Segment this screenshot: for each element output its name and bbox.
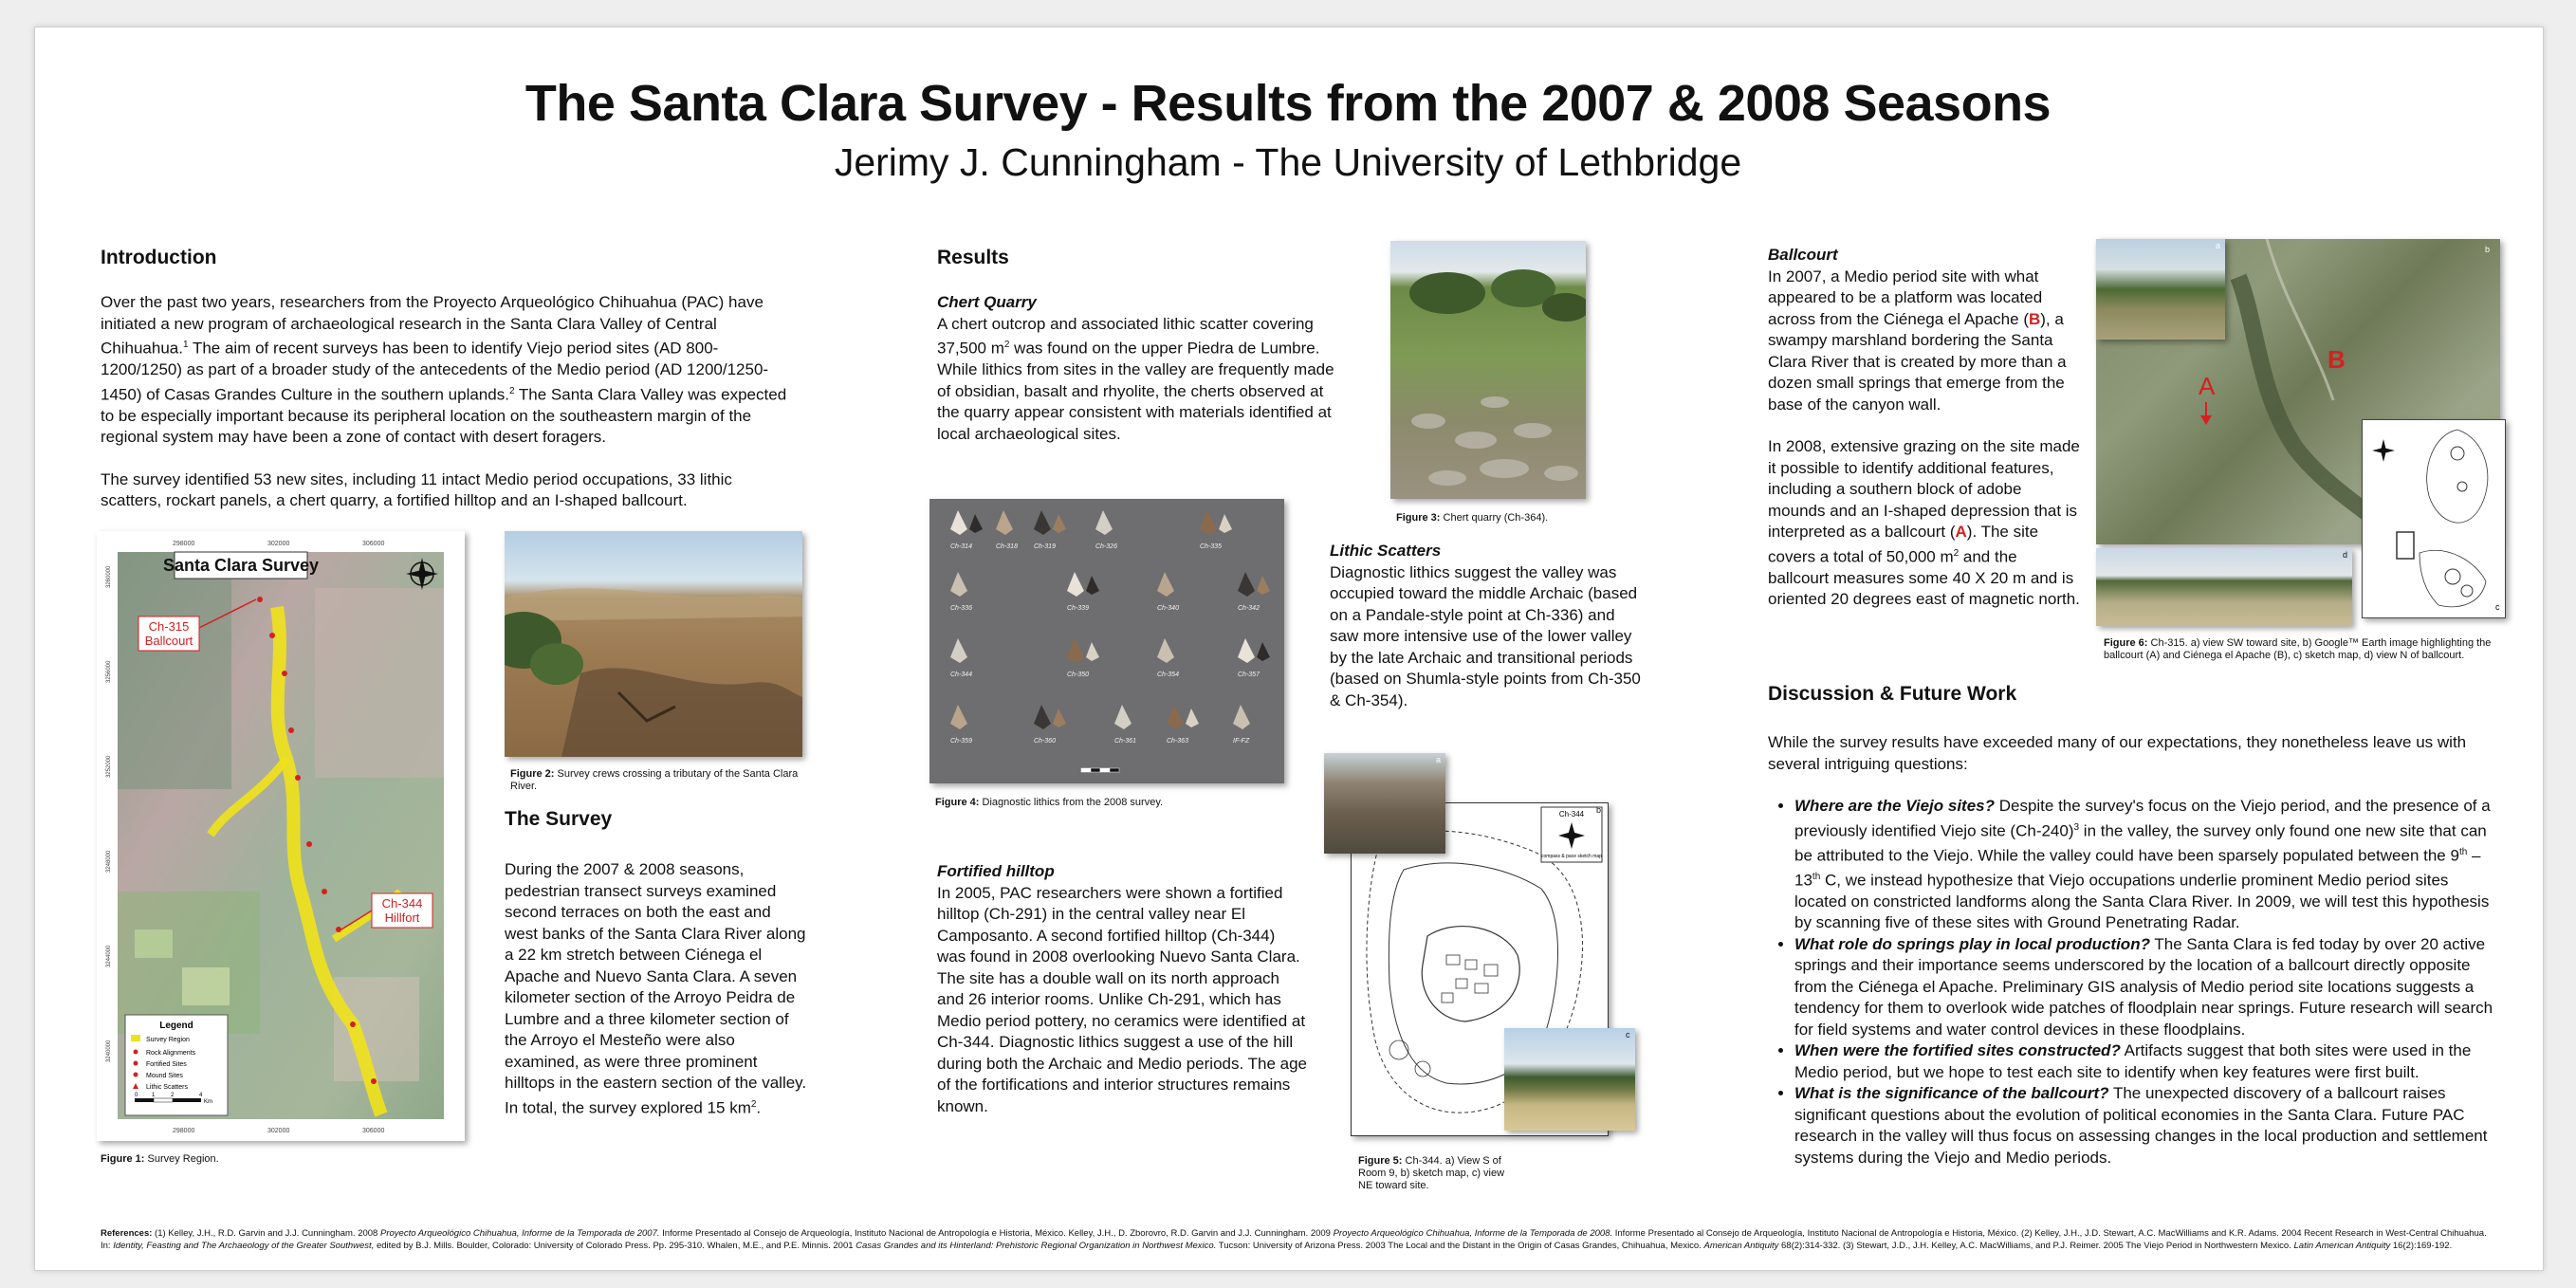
- lithic-label: Ch-342: [1238, 605, 1260, 612]
- figure-1-caption: [101, 1153, 385, 1166]
- poster-title: The Santa Clara Survey - Results from the 2007 & 2008 Seasons: [524, 75, 2052, 132]
- satellite-label-a: A: [2199, 372, 2216, 400]
- question-1-text-b: in the valley, the survey only found one new site that can be attributed to the Viejo. While the valley could have been sparsely populated between the 9: [1794, 821, 2487, 865]
- left-tick-1: 3260000: [106, 565, 112, 588]
- lithic-scatters-heading: Lithic Scatters: [1330, 542, 1442, 560]
- figure-6-caption: [2104, 637, 2493, 662]
- survey-heading: The Survey: [505, 808, 613, 830]
- lithics-grid: [929, 499, 1284, 783]
- figure-6-caption-text: Ch-315. a) view SW toward site, b) Google™ Earth image highlighting the ballcourt (A) and Ciénega el Apache (B), c) sketch map, d) view N of ballcourt.: [2104, 637, 2492, 661]
- legend-item-lithic-scatters: Lithic Scatters: [146, 1084, 188, 1091]
- figure-4-lithics-photo: [929, 499, 1284, 783]
- ballcourt-text-b: ), a swampy marshland bordering the Santa Clara River that is created by more than a dozen small springs that emerge from the base of the canyon wall.: [1768, 309, 2067, 414]
- references: [101, 1227, 2491, 1252]
- introduction-section: [101, 247, 783, 269]
- reference-title-3: Identity, Feasting and The Archaeology of the Greater Southwest,: [113, 1241, 375, 1251]
- question-1-text-c: – 13: [1794, 846, 2481, 890]
- lithic-specimen: [1067, 572, 1099, 612]
- introduction-paragraph-2: The survey identified 53 new sites, including 11 intact Medio period occupations, 33 lithic scatters, rockart panels, a chert quarry, a fortified hilltop and an I-shaped ballcourt.: [101, 469, 732, 510]
- sketch-map-note: compass & pace sketch map: [1541, 854, 1602, 859]
- question-1-text-a: Despite the survey's focus on the Viejo period, and the presence of a previously identified Viejo site (Ch-240): [1794, 797, 2491, 840]
- lithic-label: Ch-357: [1238, 672, 1260, 678]
- survey-region-map: [97, 531, 465, 1141]
- lithic-specimen: [1238, 572, 1270, 612]
- fortified-hilltop-section: [937, 861, 1307, 1117]
- figure-6-label-b: b: [2485, 245, 2491, 254]
- lithic-scatters-section: [1330, 541, 1643, 711]
- figure-2-photo: [505, 531, 802, 757]
- figure-1-map: [97, 531, 465, 1141]
- figure-5-caption: [1358, 1155, 1510, 1192]
- lithic-label: Ch-339: [1067, 605, 1089, 612]
- top-tick-3: 306000: [362, 541, 385, 547]
- chert-quarry-text: [937, 314, 1335, 446]
- discussion-heading: Discussion & Future Work: [1768, 683, 2017, 705]
- ballcourt-heading: Ballcourt: [1768, 246, 1838, 264]
- survey-crew-photo-image: [505, 531, 802, 757]
- figure-1-label: Figure 1:: [101, 1153, 145, 1165]
- survey-paragraph: During the 2007 & 2008 seasons, pedestrian transect surveys examined second terraces on both the east and west banks of the Santa Clara River along a 22 km stretch between Ciénega el Apache and Nuevo Santa Clara. A seven kilometer section of the Arroyo Peidra de Lumbre and a three kilometer section of the Arroyo el Mesteño were also examined, as were three prominent hilltops in the eastern section of the valley. In total, the survey explored 15 km: [505, 860, 807, 1117]
- poster-subtitle: Jerimy J. Cunningham - The University of Lethbridge: [834, 140, 1742, 184]
- lithic-label: Ch-335: [1200, 543, 1222, 550]
- lithic-specimen: [1238, 638, 1270, 678]
- lithic-label: Ch-318: [996, 543, 1018, 550]
- chert-text-a: A chert outcrop and associated lithic scatter covering 37,500 m: [937, 314, 1314, 358]
- chert-text-b: was found on the upper Piedra de Lumbre. While lithics from sites in the valley are frequently made of obsidian, basalt and rhyolite, the cherts observed at the quarry appear consistent with materials identified at local archaeological sites.: [937, 339, 1334, 443]
- chert-quarry-section: [937, 292, 1335, 445]
- ballcourt-marker-b: B: [2028, 309, 2041, 328]
- lithic-label: IF-FZ: [1233, 738, 1250, 745]
- lithic-label: Ch-359: [950, 738, 972, 745]
- question-4-text: The unexpected discovery of a ballcourt raises significant questions about the evolution of political economies in the Santa Clara. Future PAC research in the valley will thus focus on assessing changes in the local production and settlement systems during the Viejo and Medio periods.: [1794, 1084, 2488, 1167]
- left-tick-6: 3240000: [106, 1040, 112, 1062]
- figure-6-label-a: a: [2216, 241, 2221, 250]
- reference-title-6: Latin American Antiquity: [2293, 1241, 2391, 1251]
- ballcourt-marker-a: A: [1955, 523, 1967, 541]
- figure-3-caption: [1396, 512, 1605, 524]
- discussion-text: [1768, 732, 2498, 1168]
- question-2-heading: What role do springs play in local production?: [1794, 934, 2150, 953]
- reference-text-4: edited by B.J. Mills. Boulder, Colorado: University of Colorado Press. Pp. 295-310. Whalen, M.E., and P.E. Minnis. 2001: [374, 1241, 856, 1251]
- fortified-hilltop-heading: Fortified hilltop: [937, 862, 1055, 880]
- figure-4-label: Figure 4:: [935, 797, 980, 808]
- map-label-hillfort: Hillfort: [384, 911, 420, 925]
- scale-bar-icon: [1081, 768, 1119, 772]
- bottom-tick-2: 302000: [267, 1128, 290, 1134]
- lithic-specimen: [1114, 705, 1136, 745]
- figure-5-label-c: c: [1626, 1030, 1630, 1040]
- figure-6-label: Figure 6:: [2104, 637, 2148, 649]
- lithic-label: Ch-363: [1167, 738, 1188, 745]
- question-3: [1794, 1040, 2498, 1083]
- compass-icon: [2372, 439, 2395, 462]
- lithic-scatters-text: Diagnostic lithics suggest the valley was occupied toward the middle Archaic (based on a Pandale-style point at Ch-336) and saw more intensive use of the lower valley by the late Archaic and transitional periods (based on Shumla-style points from Ch-350 & Ch-354).: [1330, 562, 1641, 709]
- question-3-heading: When were the fortified sites constructed?: [1794, 1041, 2121, 1060]
- question-1-ordinal-b: th: [1812, 871, 1821, 882]
- figure-5-photo-c: [1504, 1028, 1635, 1131]
- lithic-label: Ch-361: [1114, 738, 1136, 745]
- introduction-text: [101, 292, 793, 533]
- ballcourt-paragraph-1: [1768, 267, 2081, 416]
- figure-3-photo: [1390, 241, 1586, 499]
- figure-3-label: Figure 3:: [1396, 512, 1441, 524]
- reference-text-3: Informe Presentado al Consejo de Arqueología, Instituto Nacional de Antropología e Historia, México. (2) Kelley, J.H., J.D. Stewart, A.C. MacWilliams and K.R. Adams. 2004 Recent Research in West-Central Chihuahua. In:: [101, 1228, 2487, 1251]
- map-label-ballcourt: Ballcourt: [144, 634, 193, 648]
- left-tick-5: 3244000: [106, 945, 112, 967]
- chert-quarry-photo-image: [1390, 241, 1586, 499]
- figure-5-label-b: b: [1596, 805, 1602, 815]
- survey-section: [505, 808, 808, 831]
- lithic-specimen: [1034, 510, 1066, 550]
- ch315-sketch-map: [2363, 420, 2505, 617]
- figure-2-caption: [510, 768, 814, 793]
- figure-5-caption-text: Ch-344. a) View S of Room 9, b) sketch map, c) view NE toward site.: [1358, 1155, 1505, 1191]
- discussion-questions-list: [1768, 796, 2498, 1168]
- lithic-specimen: [950, 572, 972, 612]
- reference-text-1: (1) Kelley, J.H., R.D. Garvin and J.J. Cunningham. 2008: [152, 1228, 380, 1239]
- figure-6-label-c: c: [2495, 602, 2500, 612]
- figure-6-label-d: d: [2343, 550, 2348, 560]
- question-1: [1794, 796, 2498, 934]
- map-legend: [125, 1015, 228, 1115]
- map-title: Santa Clara Survey: [162, 556, 320, 575]
- bottom-tick-3: 306000: [362, 1128, 385, 1134]
- lithic-label: Ch-336: [950, 605, 972, 612]
- satellite-label-b: B: [2328, 345, 2346, 374]
- question-2-text: The Santa Clara is fed today by over 20 active springs and their importance seems underscored by the location of a ballcourt directly opposite from the Ciénega el Apache. Preliminary GIS analysis of Medio period site locations suggests a tendency for them to overlook wide patches of floodplain near springs. Future research will search for field systems and water control devices in these floodplains.: [1794, 934, 2493, 1039]
- reference-text-7: 16(2):169-192.: [2390, 1241, 2453, 1251]
- lithic-label: Ch-314: [950, 543, 972, 550]
- chert-superscript: 2: [1003, 340, 1010, 350]
- ballcourt-text-e: and the ballcourt measures some 40 X 20 m and is oriented 20 degrees east of magnetic north.: [1768, 547, 2080, 609]
- lithic-label: Ch-344: [950, 672, 972, 678]
- ballcourt-text-d: ). The site covers a total of 50,000 m: [1768, 523, 2039, 566]
- survey-paragraph-end: .: [756, 1098, 762, 1117]
- intro-text-b: The aim of recent surveys has been to identify Viejo period sites (AD 800-1200/1250) as part of a broader study of the antecedents of the Medio period (AD 1200/1250-1450) of Casas Grandes Culture in the southern uplands.: [101, 339, 769, 404]
- survey-text: [505, 859, 808, 1119]
- bottom-tick-1: 298000: [173, 1128, 195, 1134]
- lithic-specimen: [950, 638, 972, 678]
- figure-6-photo-d: [2096, 548, 2352, 626]
- question-1-heading: Where are the Viejo sites?: [1794, 797, 1995, 815]
- ballcourt-section: [1768, 245, 2081, 611]
- scale-4: 4: [199, 1093, 203, 1098]
- lithic-specimen: [950, 510, 983, 550]
- figure-5-label: Figure 5:: [1358, 1155, 1403, 1167]
- legend-item-fortified-sites: Fortified Sites: [146, 1061, 187, 1068]
- figure-6-photo-a: [2096, 239, 2225, 340]
- reference-title-4: Casas Grandes and its Hinterland: Prehistoric Regional Organization in Northwest Mexico.: [856, 1241, 1217, 1251]
- lithic-label: Ch-354: [1157, 672, 1179, 678]
- legend-item-rock-alignments: Rock Alignments: [146, 1050, 196, 1057]
- arrow-down-icon: [2200, 402, 2212, 425]
- lithic-specimen: [950, 705, 972, 745]
- scale-1: 1: [152, 1093, 156, 1098]
- legend-item-mound-sites: Mound Sites: [146, 1073, 183, 1079]
- reference-title-2: Proyecto Arqueológico Chihuahua, Informe de la Temporada de 2008.: [1333, 1228, 1613, 1239]
- ballcourt-text-a: In 2007, a Medio period site with what appeared to be a platform was located across from the Ciénega el Apache (: [1768, 267, 2043, 328]
- survey-area-superscript: 2: [750, 1098, 757, 1110]
- sketch-map-title: Ch-344: [1558, 810, 1585, 819]
- ballcourt-paragraph-2: [1768, 436, 2081, 611]
- scale-2: 2: [171, 1093, 175, 1098]
- chert-quarry-heading: Chert Quarry: [937, 293, 1037, 311]
- intro-text-c: The Santa Clara Valley was expected to be especially important because its peripheral location on the southeastern margin of the regional system may have been a zone of contact with desert foragers.: [101, 385, 787, 447]
- lithic-label: Ch-319: [1034, 543, 1056, 550]
- introduction-heading: Introduction: [101, 247, 217, 268]
- references-label: References:: [101, 1228, 153, 1239]
- question-1-ordinal-a: th: [2458, 846, 2468, 857]
- reference-text-6: 68(2):314-332. (3) Stewart, J.D., J.H. Kelley, A.C. MacWilliams, and P.J. Reimer. 2005 The Viejo Period in Northwestern Mexico.: [1778, 1241, 2294, 1251]
- question-4-heading: What is the significance of the ballcourt?: [1794, 1084, 2109, 1103]
- scale-km: Km: [204, 1099, 212, 1105]
- question-1-superscript: 3: [2073, 821, 2080, 833]
- lithic-specimen: [1157, 638, 1179, 678]
- ballcourt-text-c: In 2008, extensive grazing on the site made it possible to identify additional features, including a southern block of adobe mounds and an I-shaped depression that is interpreted as a ballcourt (: [1768, 437, 2080, 541]
- figure-5-photo-a: [1324, 753, 1445, 854]
- question-2: [1794, 934, 2498, 1041]
- ballcourt-area-superscript: 2: [1953, 547, 1960, 559]
- figure-6-sketch-map: [2362, 419, 2506, 618]
- question-4: [1794, 1083, 2498, 1168]
- lithic-specimen: [1233, 705, 1250, 745]
- reference-title-1: Proyecto Arqueológico Chihuahua, Informe de la Temporada de 2007.: [380, 1228, 660, 1239]
- discussion-section: [1768, 683, 2508, 706]
- reference-text-2: Informe Presentado al Consejo de Arqueología, Instituto Nacional de Antropología e Historia, México. Kelley, J.H., D. Zborovro, R.D. Garvin and J.J. Cunningham. 2009: [659, 1228, 1334, 1239]
- top-tick-2: 302000: [267, 541, 290, 547]
- lithic-specimen: [1157, 572, 1179, 612]
- introduction-paragraph-1: Over the past two years, researchers from the Proyecto Arqueológico Chihuahua (PAC) have initiated a new program of archaeological research in the Santa Clara Valley of Central Chihuahua.$^1$ The aim of recent surveys has been to identify Viejo period sites (AD 800-1200/1250) as part of a broader study of the antecedents of the Medio period (AD 1200/1250-1450) of Casas Grandes Culture in the southern uplands.$^2$ The Santa Clara Valley was expected to be especially important because its peripheral location on the southeastern margin of the regional system may have been a zone of contact with desert foragers.: [101, 293, 787, 447]
- reference-text-5: Tucson: University of Arizona Press. 2003 The Local and the Distant in the Origin of Casas Grandes, Chihuahua, Mexico.: [1216, 1241, 1704, 1251]
- figure-2-caption-text: Survey crews crossing a tributary of the Santa Clara River.: [510, 768, 799, 792]
- lithic-label: Ch-350: [1067, 672, 1089, 678]
- lithic-specimen: [1034, 705, 1066, 745]
- left-tick-2: 3256000: [106, 660, 112, 683]
- lithic-specimen: [1067, 638, 1099, 678]
- figure-5-composite: [1324, 753, 1647, 1191]
- left-tick-3: 3252000: [106, 755, 112, 778]
- figure-4-caption: [935, 797, 1277, 809]
- figure-3-caption-text: Chert quarry (Ch-364).: [1440, 512, 1549, 524]
- results-section: [937, 247, 1335, 269]
- fortified-hilltop-text: In 2005, PAC researchers were shown a fortified hilltop (Ch-291) in the central valley near El Camposanto. A second fortified hilltop (Ch-344) was found in 2008 overlooking Nuevo Santa Clara. The site has a double wall on its north approach and 26 interior rooms. Unlike Ch-291, which has Medio period pottery, no ceramics were identified at Ch-344. Diagnostic lithics suggest a use of the hill during both the Archaic and Medio periods. The age of the fortifications and interior structures remains known.: [937, 883, 1308, 1115]
- figure-1-caption-text: Survey Region.: [144, 1153, 219, 1165]
- lithic-specimen: [1200, 510, 1232, 550]
- question-1-text-d: C, we instead hypothesize that Viejo occupations underlie prominent Medio period sites located on constricted landforms along the Santa Clara River. In 2009, we will test this hypothesis by scanning five of these sites with Ground Penetrating Radar.: [1794, 871, 2490, 932]
- left-tick-4: 3248000: [106, 850, 112, 873]
- discussion-intro: While the survey results have exceeded many of our expectations, they nonetheless leave us with several intriguing questions:: [1768, 733, 2467, 773]
- scale-0: 0: [135, 1093, 138, 1098]
- figure-4-caption-text: Diagnostic lithics from the 2008 survey.: [979, 797, 1164, 808]
- figure-6-composite: [2096, 239, 2504, 628]
- lithic-label: Ch-326: [1095, 543, 1117, 550]
- legend-title: Legend: [159, 1021, 193, 1031]
- top-tick-1: 298000: [173, 541, 195, 547]
- intro-text-a: Over the past two years, researchers from the Proyecto Arqueológico Chihuahua (PAC) have initiated a new program of archaeological research in the Santa Clara Valley of Central Chihuahua.: [101, 293, 764, 358]
- results-heading: Results: [937, 247, 1009, 268]
- lithic-label: Ch-340: [1157, 605, 1179, 612]
- lithic-specimen: [1167, 705, 1199, 745]
- question-3-text: Artifacts suggest that both sites were used in the Medio period, but we hope to test each site to identify when key features were first built.: [1794, 1041, 2472, 1081]
- map-label-ch315: Ch-315: [148, 619, 190, 634]
- legend-item-survey-region: Survey Region: [146, 1037, 190, 1043]
- lithic-specimen: [996, 510, 1018, 550]
- figure-2-label: Figure 2:: [510, 768, 555, 780]
- figure-5-label-a: a: [1436, 755, 1442, 764]
- reference-title-5: American Antiquity: [1703, 1241, 1779, 1251]
- lithic-specimen: [1095, 510, 1117, 550]
- map-label-ch344: Ch-344: [381, 896, 423, 911]
- lithic-label: Ch-360: [1034, 738, 1056, 745]
